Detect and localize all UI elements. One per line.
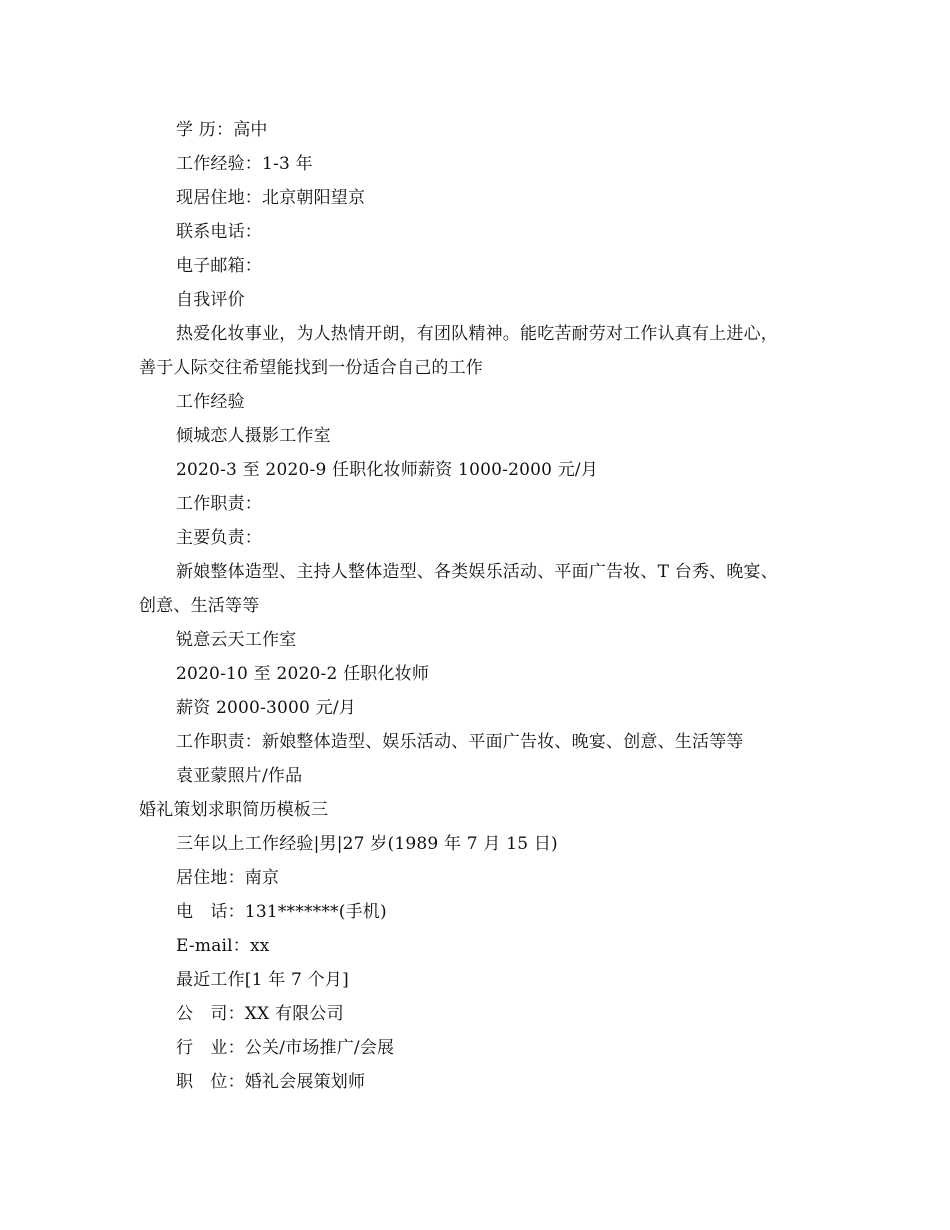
recent-work-line: 最近工作[1 年 7 个月] bbox=[176, 970, 349, 990]
work-experience-years-line: 工作经验：1-3 年 bbox=[176, 154, 313, 174]
phone-line: 电 话：131*******(手机) bbox=[176, 902, 387, 922]
self-evaluation-text-2: 善于人际交往希望能找到一份适合自己的工作 bbox=[139, 358, 483, 378]
work-experience-heading: 工作经验 bbox=[176, 392, 245, 412]
current-residence-line: 现居住地：北京朝阳望京 bbox=[176, 188, 366, 208]
education-line: 学 历：高中 bbox=[176, 120, 268, 140]
portfolio-line: 袁亚蒙照片/作品 bbox=[176, 766, 303, 786]
employer-2-salary: 薪资 2000-3000 元/月 bbox=[176, 698, 357, 718]
employer-1-duties-text-1: 新娘整体造型、主持人整体造型、各类娱乐活动、平面广告妆、T 台秀、晚宴、 bbox=[176, 562, 778, 582]
candidate-summary-line: 三年以上工作经验|男|27 岁(1989 年 7 月 15 日) bbox=[176, 834, 558, 854]
employer-2-duties: 工作职责：新娘整体造型、娱乐活动、平面广告妆、晚宴、创意、生活等等 bbox=[176, 732, 744, 752]
template-three-title: 婚礼策划求职简历模板三 bbox=[139, 800, 329, 820]
self-evaluation-text-1: 热爱化妆事业，为人热情开朗，有团队精神。能吃苦耐劳对工作认真有上进心， bbox=[176, 324, 778, 344]
company-line: 公 司：XX 有限公司 bbox=[176, 1004, 344, 1024]
position-line: 职 位：婚礼会展策划师 bbox=[176, 1072, 366, 1092]
employer-1-main-duties-label: 主要负责： bbox=[176, 528, 262, 548]
employer-2-name: 锐意云天工作室 bbox=[176, 630, 297, 650]
employer-2-period: 2020-10 至 2020-2 任职化妆师 bbox=[176, 664, 430, 684]
employer-1-duties-label: 工作职责： bbox=[176, 494, 262, 514]
email-address-line: E-mail：xx bbox=[176, 936, 270, 956]
industry-line: 行 业：公关/市场推广/会展 bbox=[176, 1038, 395, 1058]
employer-1-duties-text-2: 创意、生活等等 bbox=[139, 596, 260, 616]
email-line: 电子邮箱： bbox=[176, 256, 262, 276]
resume-text-body bbox=[139, 113, 839, 1099]
self-evaluation-heading: 自我评价 bbox=[176, 290, 245, 310]
employer-1-period: 2020-3 至 2020-9 任职化妆师薪资 1000-2000 元/月 bbox=[176, 460, 599, 480]
residence-line: 居住地：南京 bbox=[176, 868, 280, 888]
employer-1-name: 倾城恋人摄影工作室 bbox=[176, 426, 331, 446]
contact-phone-line: 联系电话： bbox=[176, 222, 262, 242]
